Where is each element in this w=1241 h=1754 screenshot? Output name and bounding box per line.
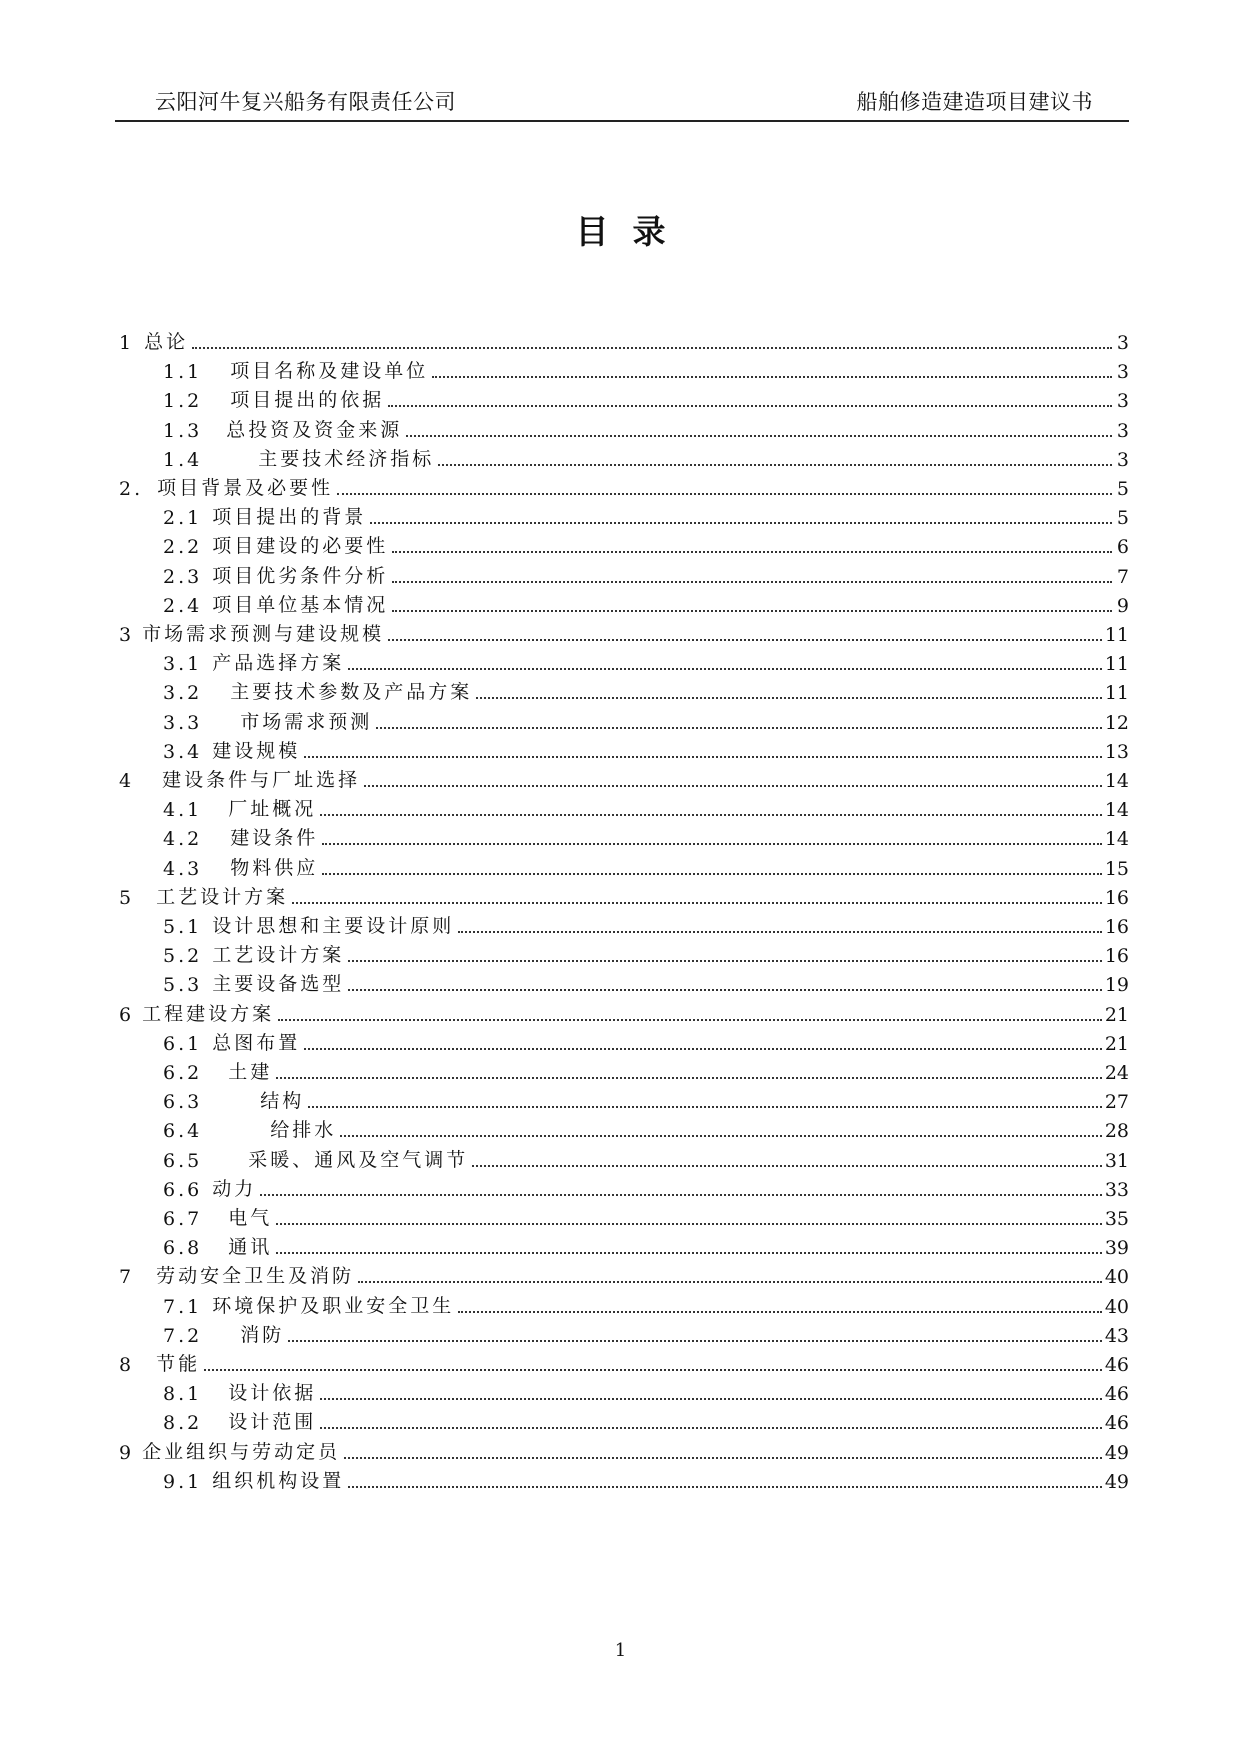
toc-dot-leader xyxy=(320,1426,1102,1429)
toc-entry-page: 49 xyxy=(1104,1441,1129,1464)
toc-entry[interactable] xyxy=(163,941,1129,967)
toc-entry-label: 工程建设方案 xyxy=(142,1002,275,1025)
toc-entry[interactable] xyxy=(119,620,1129,646)
toc-entry-label: 项目提出的依据 xyxy=(230,389,385,412)
toc-entry[interactable] xyxy=(163,1204,1129,1230)
toc-entry-label: 通讯 xyxy=(228,1236,273,1259)
toc-entry-number: 2.4 xyxy=(163,594,203,617)
toc-entry-label: 总投资及资金来源 xyxy=(226,418,403,441)
toc-entry-page: 9 xyxy=(1116,594,1129,617)
toc-entry[interactable] xyxy=(163,912,1129,938)
toc-entry-page: 46 xyxy=(1104,1383,1129,1406)
toc-dot-leader xyxy=(308,1105,1102,1108)
page-header xyxy=(115,86,1129,122)
toc-entry-number: 8.1 xyxy=(163,1383,203,1406)
toc-entry-number: 1 xyxy=(119,332,135,354)
toc-entry-number: 4.1 xyxy=(163,799,203,822)
toc-entry-label: 土建 xyxy=(228,1061,273,1083)
toc-entry-page: 14 xyxy=(1104,799,1129,822)
toc-dot-leader xyxy=(304,1047,1102,1050)
toc-entry-number: 8 xyxy=(119,1354,135,1376)
toc-entry-label: 市场需求预测与建设规模 xyxy=(142,623,385,645)
toc-entry-label: 总图布置 xyxy=(212,1031,301,1054)
toc-entry[interactable] xyxy=(119,1350,1129,1376)
toc-entry-number: 4 xyxy=(119,770,135,792)
toc-entry-number: 3.3 xyxy=(163,711,203,734)
page-number: 1 xyxy=(614,1640,627,1661)
toc-entry-page: 7 xyxy=(1116,565,1129,588)
toc-entry-page: 14 xyxy=(1104,828,1129,851)
toc-entry-number: 4.3 xyxy=(163,857,203,880)
toc-entry-label: 节能 xyxy=(156,1353,201,1375)
toc-entry-number: 8.2 xyxy=(163,1412,203,1435)
toc-entry-number: 6 xyxy=(119,1003,135,1026)
toc-entry-page: 16 xyxy=(1104,916,1129,938)
toc-entry-page: 3 xyxy=(1116,390,1129,413)
toc-entry-number: 9.1 xyxy=(163,1470,203,1493)
toc-entry[interactable] xyxy=(163,1058,1129,1084)
toc-entry-label: 项目名称及建设单位 xyxy=(230,360,429,383)
toc-entry-number: 6.2 xyxy=(163,1062,203,1084)
toc-dot-leader xyxy=(322,872,1102,875)
toc-entry-label: 劳动安全卫生及消防 xyxy=(156,1265,355,1288)
toc-entry-number: 6.5 xyxy=(163,1149,203,1172)
toc-dot-leader xyxy=(320,813,1102,816)
toc-entry-label: 项目单位基本情况 xyxy=(212,593,389,616)
toc-dot-leader xyxy=(370,521,1112,524)
toc-entry-page: 28 xyxy=(1104,1120,1129,1143)
toc-entry-number: 1.3 xyxy=(163,419,203,442)
toc-dot-leader xyxy=(458,930,1102,933)
toc-entry[interactable] xyxy=(163,503,1129,529)
toc-entry-page: 21 xyxy=(1104,1003,1129,1026)
toc-entry[interactable] xyxy=(163,1087,1129,1113)
toc-entry[interactable] xyxy=(163,1379,1129,1405)
toc-dot-leader xyxy=(348,667,1102,670)
toc-entry-page: 35 xyxy=(1104,1208,1129,1230)
toc-dot-leader xyxy=(348,959,1102,962)
toc-entry-number: 7.2 xyxy=(163,1324,203,1347)
toc-entry-label: 设计依据 xyxy=(228,1382,317,1405)
toc-entry[interactable] xyxy=(163,649,1129,675)
toc-dot-leader xyxy=(260,1193,1102,1196)
toc-entry-number: 1.1 xyxy=(163,361,203,384)
toc-dot-leader xyxy=(304,755,1102,758)
toc-entry[interactable] xyxy=(163,1116,1129,1142)
toc-dot-leader xyxy=(388,638,1102,641)
toc-entry-page: 16 xyxy=(1104,945,1129,968)
toc-entry-number: 5.2 xyxy=(163,945,203,968)
toc-entry-number: 6.6 xyxy=(163,1178,203,1201)
toc-entry-number: 6.7 xyxy=(163,1208,203,1230)
toc-entry-page: 31 xyxy=(1104,1149,1129,1172)
toc-entry-number: 5.3 xyxy=(163,974,203,997)
header-company: 云阳河牛复兴船务有限责任公司 xyxy=(155,90,456,114)
toc-entry-label: 动力 xyxy=(212,1177,257,1200)
toc-dot-leader xyxy=(348,1485,1102,1488)
toc-entry-number: 1.2 xyxy=(163,390,203,413)
toc-dot-leader xyxy=(192,346,1112,349)
toc-entry-label: 消防 xyxy=(240,1323,285,1346)
toc-dot-leader xyxy=(472,1164,1102,1167)
toc-entry[interactable] xyxy=(163,1175,1129,1201)
toc-entry-label: 采暖、通风及空气调节 xyxy=(248,1148,469,1171)
toc-entry[interactable] xyxy=(163,532,1129,558)
toc-entry-page: 6 xyxy=(1116,536,1129,559)
header-doc-title: 船舶修造建造项目建议书 xyxy=(856,90,1093,114)
toc-entry-number: 3.4 xyxy=(163,740,203,763)
toc-entry-number: 3.2 xyxy=(163,682,203,705)
toc-entry-number: 6.3 xyxy=(163,1091,203,1114)
toc-entry-page: 14 xyxy=(1104,770,1129,792)
toc-entry[interactable] xyxy=(119,766,1129,792)
toc-entry-page: 3 xyxy=(1116,419,1129,442)
toc-entry-number: 4.2 xyxy=(163,828,203,851)
toc-entry-label: 工艺设计方案 xyxy=(212,944,345,967)
toc-dot-leader xyxy=(388,404,1112,407)
toc-entry-label: 主要设备选型 xyxy=(212,973,345,996)
toc-dot-leader xyxy=(476,696,1102,699)
toc-entry-page: 40 xyxy=(1104,1266,1129,1289)
toc-entry-page: 21 xyxy=(1104,1032,1129,1055)
toc-entry-page: 11 xyxy=(1104,682,1129,705)
toc-entry-label: 项目建设的必要性 xyxy=(212,535,389,558)
toc-dot-leader xyxy=(406,434,1112,437)
toc-entry-page: 40 xyxy=(1104,1295,1129,1318)
toc-entry-label: 组织机构设置 xyxy=(212,1469,345,1492)
toc-dot-leader xyxy=(320,1397,1102,1400)
toc-entry[interactable] xyxy=(163,416,1129,442)
toc-entry-page: 11 xyxy=(1104,624,1129,646)
toc-entry[interactable] xyxy=(119,1000,1129,1026)
toc-entry[interactable] xyxy=(163,708,1129,734)
toc-entry-page: 3 xyxy=(1116,448,1129,471)
toc-entry-label: 项目提出的背景 xyxy=(212,506,367,529)
toc-dot-leader xyxy=(458,1310,1102,1313)
toc-entry[interactable] xyxy=(119,883,1129,909)
toc-entry[interactable] xyxy=(119,1262,1129,1288)
toc-entry-page: 46 xyxy=(1104,1354,1129,1376)
toc-entry-page: 11 xyxy=(1104,653,1129,676)
toc-entry-page: 39 xyxy=(1104,1237,1129,1260)
toc-dot-leader xyxy=(432,375,1112,378)
toc-dot-leader xyxy=(344,1456,1102,1459)
toc-entry-page: 33 xyxy=(1104,1178,1129,1201)
toc-dot-leader xyxy=(322,842,1102,845)
toc-entry-number: 7.1 xyxy=(163,1295,203,1318)
toc-dot-leader xyxy=(364,784,1102,787)
toc-dot-leader xyxy=(288,1339,1102,1342)
toc-entry-page: 43 xyxy=(1104,1324,1129,1347)
toc-entry-page: 5 xyxy=(1116,507,1129,530)
toc-entry[interactable] xyxy=(163,386,1129,412)
toc-entry-label: 电气 xyxy=(228,1207,273,1229)
toc-entry-number: 3 xyxy=(119,624,135,646)
toc-entry[interactable] xyxy=(163,737,1129,763)
toc-entry-page: 46 xyxy=(1104,1412,1129,1435)
toc-entry[interactable] xyxy=(163,1233,1129,1259)
toc-entry[interactable] xyxy=(163,562,1129,588)
toc-entry-label: 产品选择方案 xyxy=(212,652,345,675)
toc-entry-page: 27 xyxy=(1104,1091,1129,1114)
toc-dot-leader xyxy=(276,1222,1102,1225)
toc-dot-leader xyxy=(348,988,1102,991)
toc-entry-number: 5 xyxy=(119,886,135,909)
toc-entry[interactable] xyxy=(163,1467,1129,1493)
toc-entry-label: 厂址概况 xyxy=(228,798,317,821)
toc-entry-number: 6.8 xyxy=(163,1237,203,1260)
toc-entry-label: 工艺设计方案 xyxy=(156,885,289,908)
toc-entry[interactable] xyxy=(163,1408,1129,1434)
toc-entry[interactable] xyxy=(163,970,1129,996)
toc-entry-number: 3.1 xyxy=(163,653,203,676)
toc-entry-label: 主要技术参数及产品方案 xyxy=(230,681,473,704)
toc-dot-leader xyxy=(276,1251,1102,1254)
toc-entry-page: 19 xyxy=(1104,974,1129,997)
toc-entry-label: 设计范围 xyxy=(228,1411,317,1434)
toc-entry-number: 1.4 xyxy=(163,448,203,471)
toc-dot-leader xyxy=(292,901,1102,904)
toc-dot-leader xyxy=(392,580,1112,583)
toc-entry-label: 企业组织与劳动定员 xyxy=(142,1440,341,1463)
toc-entry-page: 24 xyxy=(1104,1062,1129,1084)
page-title: 目录 xyxy=(575,212,690,251)
toc-entry[interactable] xyxy=(163,1321,1129,1347)
toc-entry[interactable] xyxy=(119,328,1129,354)
toc-entry-label: 设计思想和主要设计原则 xyxy=(212,915,455,937)
toc-entry[interactable] xyxy=(163,357,1129,383)
toc-dot-leader xyxy=(392,609,1112,612)
toc-entry[interactable] xyxy=(163,678,1129,704)
toc-entry-page: 12 xyxy=(1104,711,1129,734)
toc-entry-number: 2. xyxy=(119,478,144,500)
toc-dot-leader xyxy=(278,1018,1102,1021)
toc-entry-label: 项目背景及必要性 xyxy=(157,477,334,499)
toc-entry-page: 15 xyxy=(1104,857,1129,880)
toc-entry-page: 49 xyxy=(1104,1470,1129,1493)
toc-entry-label: 物料供应 xyxy=(230,856,319,879)
toc-entry-label: 给排水 xyxy=(270,1119,337,1142)
toc-entry-label: 结构 xyxy=(260,1090,305,1113)
toc-entry[interactable] xyxy=(163,1029,1129,1055)
toc-entry-number: 6.4 xyxy=(163,1120,203,1143)
toc-entry-label: 总论 xyxy=(144,331,189,353)
toc-dot-leader xyxy=(392,550,1112,553)
toc-entry-number: 2.2 xyxy=(163,536,203,559)
toc-entry-number: 2.3 xyxy=(163,565,203,588)
toc-entry-label: 建设规模 xyxy=(212,739,301,762)
toc-entry-number: 7 xyxy=(119,1266,135,1289)
toc-dot-leader xyxy=(337,492,1112,495)
toc-dot-leader xyxy=(204,1368,1102,1371)
toc-entry-number: 6.1 xyxy=(163,1032,203,1055)
toc-entry-number: 5.1 xyxy=(163,916,203,938)
toc-dot-leader xyxy=(376,726,1102,729)
toc-entry[interactable] xyxy=(163,1292,1129,1318)
toc-entry-label: 项目优劣条件分析 xyxy=(212,564,389,587)
toc-dot-leader xyxy=(358,1280,1102,1283)
toc-entry[interactable] xyxy=(119,1438,1129,1464)
toc-entry-number: 2.1 xyxy=(163,507,203,530)
toc-entry[interactable] xyxy=(163,1146,1129,1172)
toc-entry[interactable] xyxy=(119,474,1129,500)
toc-entry[interactable] xyxy=(163,445,1129,471)
toc-entry[interactable] xyxy=(163,795,1129,821)
toc-dot-leader xyxy=(438,463,1112,466)
toc-entry-page: 5 xyxy=(1116,478,1129,500)
toc-entry-page: 3 xyxy=(1116,332,1129,354)
toc-dot-leader xyxy=(340,1134,1102,1137)
toc-dot-leader xyxy=(276,1076,1102,1079)
toc-entry-label: 环境保护及职业安全卫生 xyxy=(212,1294,455,1317)
toc-entry[interactable] xyxy=(163,854,1129,880)
toc-entry-label: 市场需求预测 xyxy=(240,710,373,733)
toc-entry-number: 9 xyxy=(119,1441,135,1464)
toc-entry[interactable] xyxy=(163,824,1129,850)
toc-entry-label: 建设条件与厂址选择 xyxy=(162,769,361,791)
toc-entry-label: 主要技术经济指标 xyxy=(258,447,435,470)
toc-entry-page: 3 xyxy=(1116,361,1129,384)
toc-entry-page: 16 xyxy=(1104,886,1129,909)
toc-entry-page: 13 xyxy=(1104,740,1129,763)
toc-entry[interactable] xyxy=(163,591,1129,617)
toc-entry-label: 建设条件 xyxy=(230,827,319,850)
